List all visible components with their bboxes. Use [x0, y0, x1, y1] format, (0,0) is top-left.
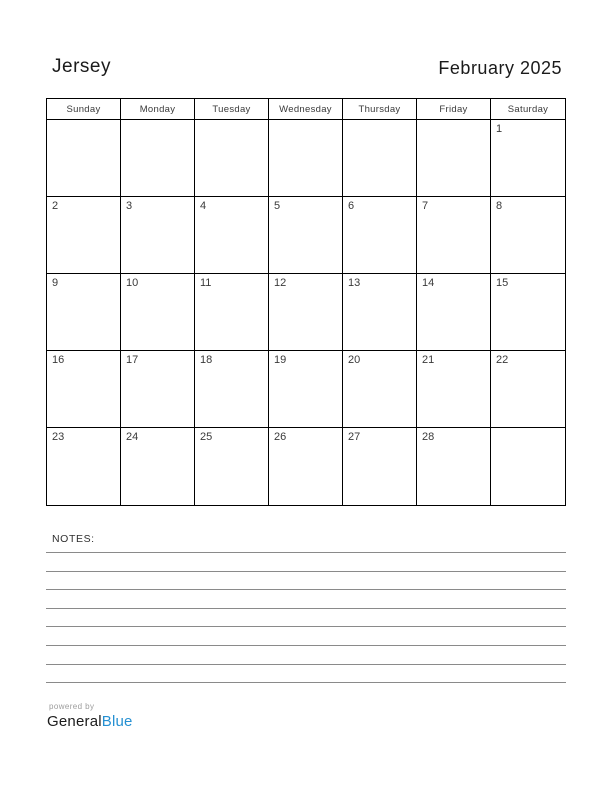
notes-line: [46, 590, 566, 609]
day-cell: 5: [269, 197, 343, 274]
day-cell: 6: [343, 197, 417, 274]
day-cell: 7: [417, 197, 491, 274]
brand-blue-text: Blue: [101, 713, 133, 730]
day-cell: 22: [491, 351, 565, 428]
day-cell: [121, 120, 195, 197]
day-cell: 10: [121, 274, 195, 351]
day-cell: 27: [343, 428, 417, 505]
day-cell: 17: [121, 351, 195, 428]
brand-general-text: General: [47, 713, 102, 730]
day-cell: 13: [343, 274, 417, 351]
footer-logo: [47, 702, 133, 730]
day-cell: 18: [195, 351, 269, 428]
day-cell: 26: [269, 428, 343, 505]
day-cell: 3: [121, 197, 195, 274]
notes-line: [46, 627, 566, 646]
day-cell: 2: [47, 197, 121, 274]
day-cell: 1: [491, 120, 565, 197]
weekday-header-sunday: Sunday: [47, 99, 121, 120]
notes-line: [46, 646, 566, 665]
location-title: Jersey: [52, 56, 111, 77]
day-cell: 16: [47, 351, 121, 428]
powered-by-text: powered by: [49, 702, 95, 711]
weekday-header-tuesday: Tuesday: [195, 99, 269, 120]
notes-label: NOTES:: [46, 533, 566, 553]
day-cell: 14: [417, 274, 491, 351]
day-cell: 20: [343, 351, 417, 428]
weekday-header-friday: Friday: [417, 99, 491, 120]
day-cell: 21: [417, 351, 491, 428]
notes-lines: [46, 553, 566, 683]
day-cell: [417, 120, 491, 197]
day-cell: 11: [195, 274, 269, 351]
notes-line: [46, 609, 566, 628]
weekday-header-saturday: Saturday: [491, 99, 565, 120]
day-cell: 28: [417, 428, 491, 505]
day-cell: 19: [269, 351, 343, 428]
weekday-header-wednesday: Wednesday: [269, 99, 343, 120]
day-cell: 25: [195, 428, 269, 505]
day-cell: [195, 120, 269, 197]
weekday-header-thursday: Thursday: [343, 99, 417, 120]
notes-line: [46, 572, 566, 591]
day-cell: [491, 428, 565, 505]
notes-section: [46, 533, 566, 683]
weekday-header-monday: Monday: [121, 99, 195, 120]
general-blue-logo: [47, 713, 133, 730]
day-cell: [343, 120, 417, 197]
month-title: February 2025: [438, 58, 562, 78]
day-cell: 8: [491, 197, 565, 274]
calendar-grid: [46, 98, 566, 506]
day-cell: 15: [491, 274, 565, 351]
day-cell: 23: [47, 428, 121, 505]
notes-line: [46, 665, 566, 684]
notes-line: [46, 553, 566, 572]
day-cell: [269, 120, 343, 197]
day-cell: 24: [121, 428, 195, 505]
day-cell: 12: [269, 274, 343, 351]
day-cell: [47, 120, 121, 197]
day-cell: 9: [47, 274, 121, 351]
day-cell: 4: [195, 197, 269, 274]
